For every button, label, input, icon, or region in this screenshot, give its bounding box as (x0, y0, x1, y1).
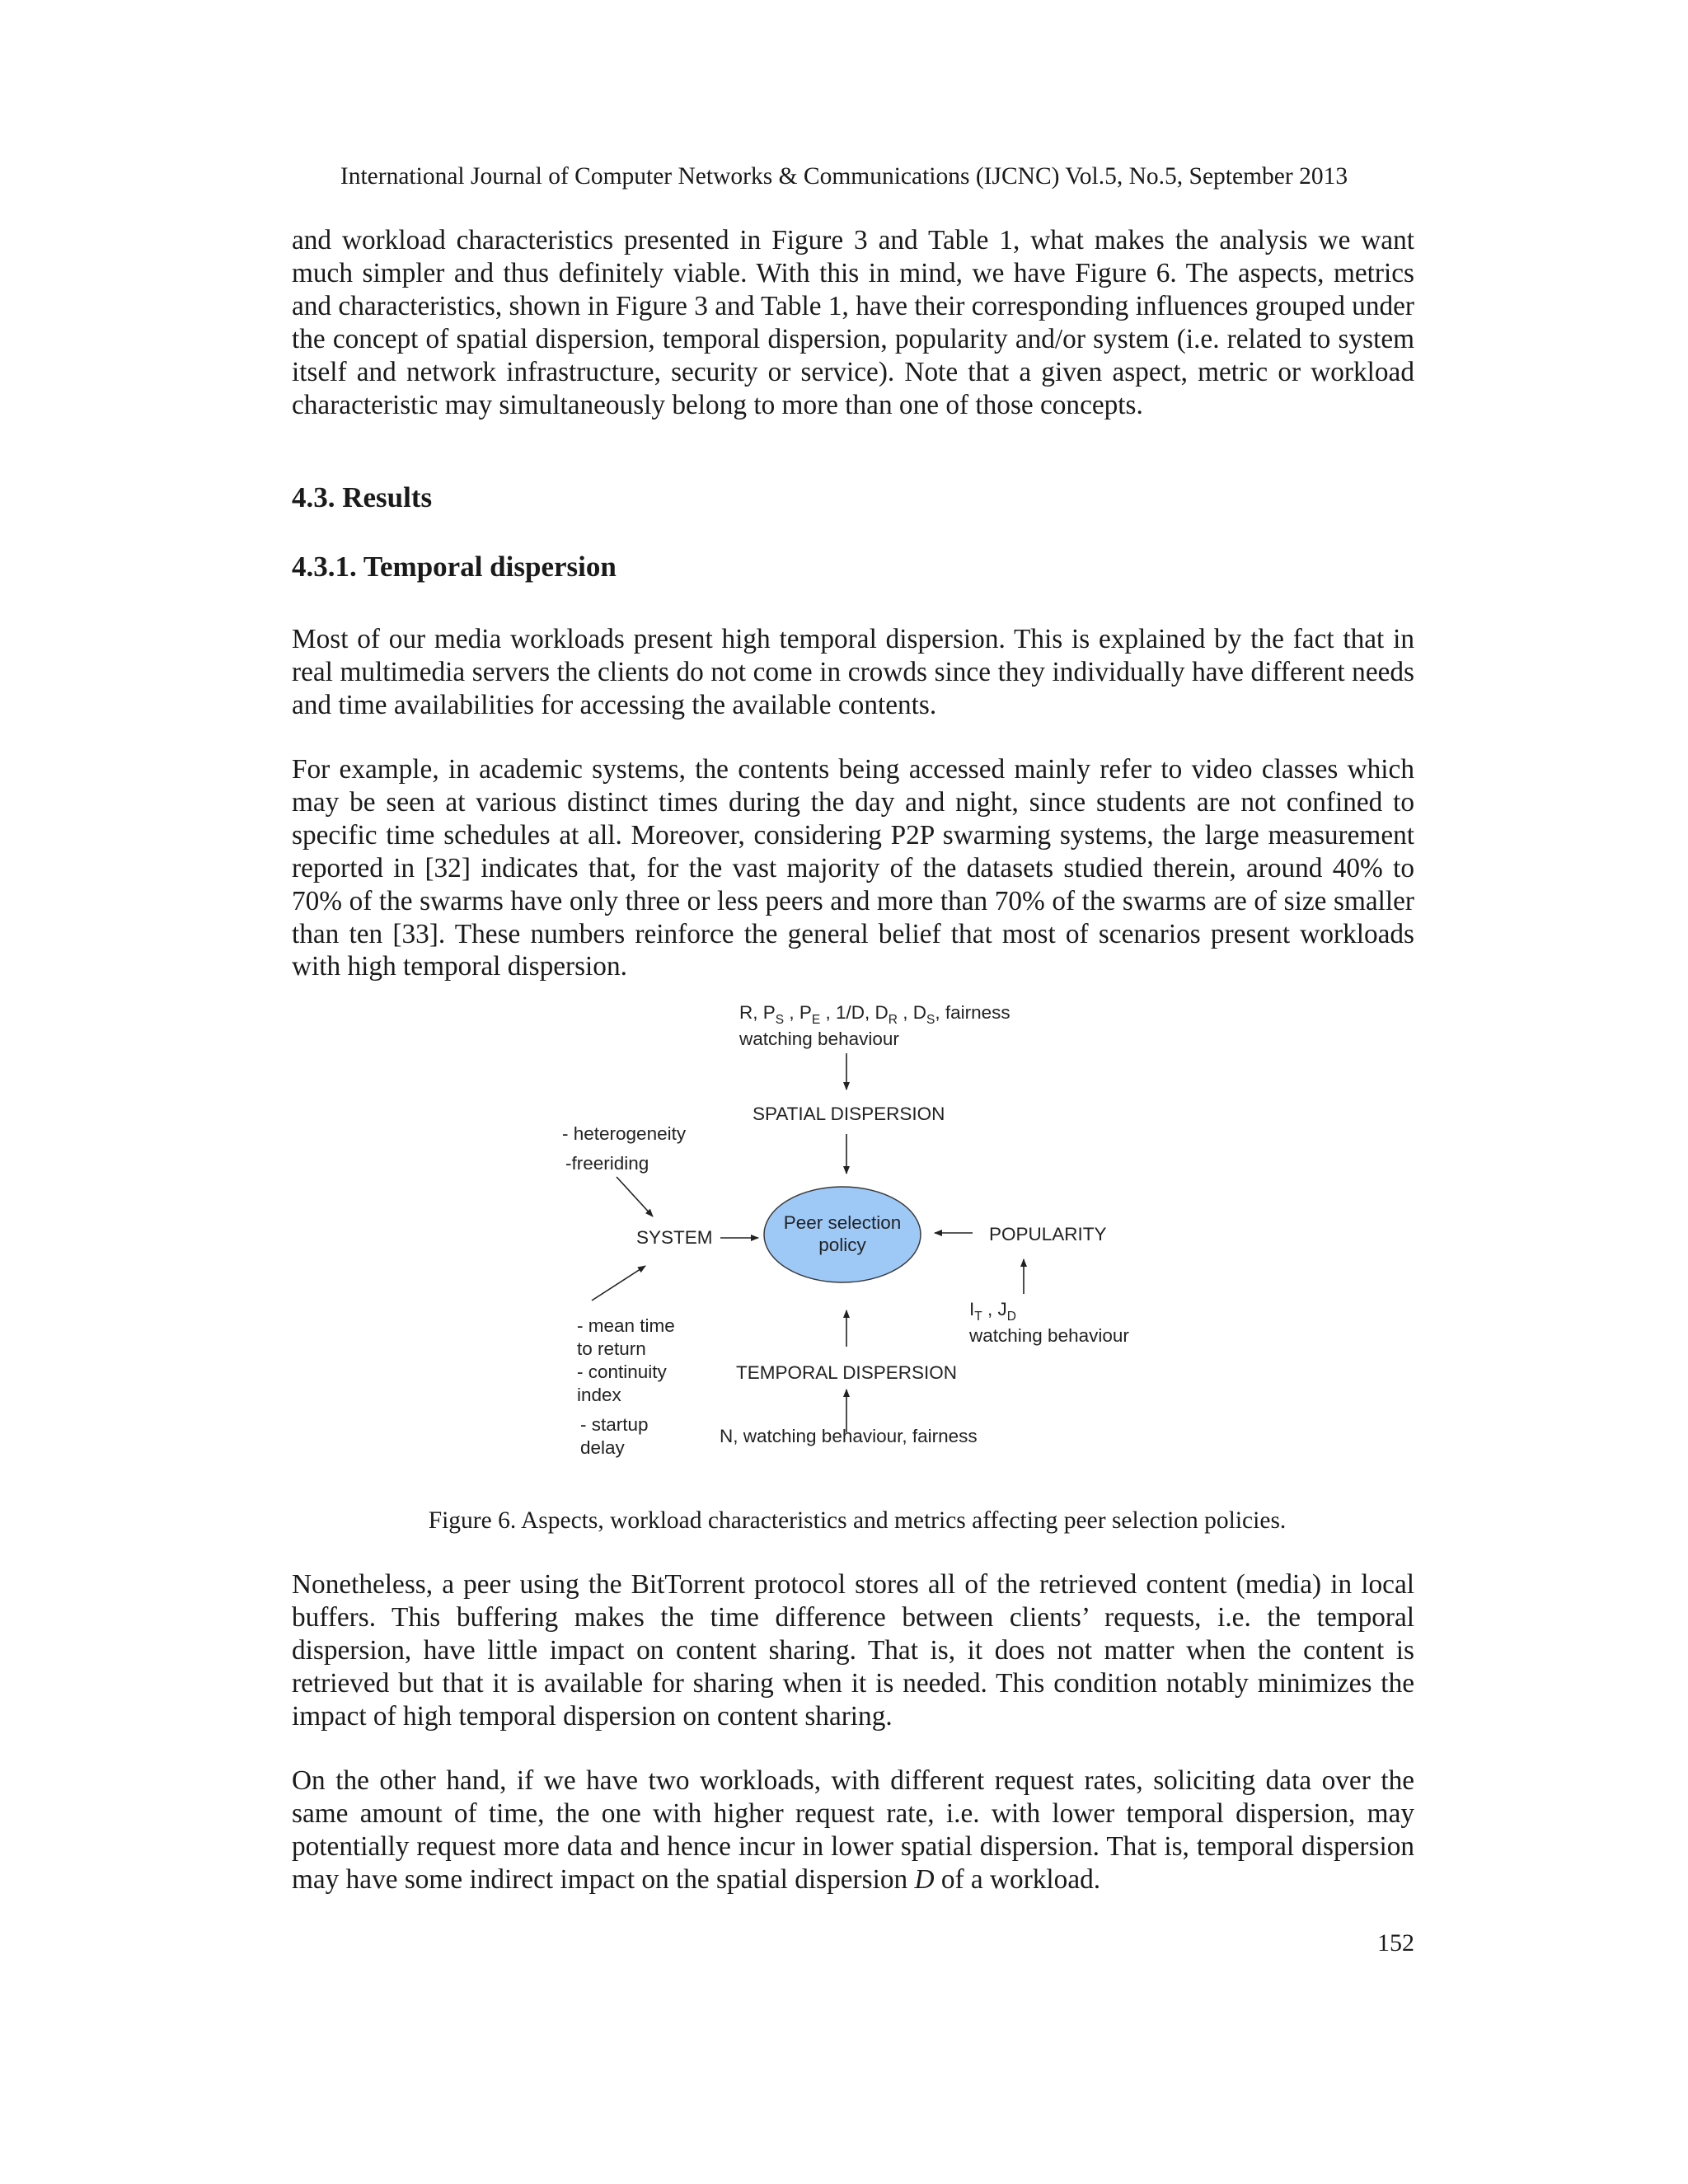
index-label: index (577, 1385, 621, 1405)
paragraph-text: For example, in academic systems, the contents being accessed mainly refer to video classes which may be seen at various distinct times during the day and night, since students are not confined to specific time schedules at all. Moreover, considering P2P swarming systems, the large measurement reported in [32] indicates that, for the vast majority of the datasets studied therein, around 40% to 70% of the swarms have only three or less peers and more than 70% of the swarms are of size smaller than ten [33]. These numbers reinforce the general belief that most of scenarios present workloads with high temporal dispersion. (292, 754, 1414, 982)
temporal-dispersion-label: TEMPORAL DISPERSION (736, 1362, 957, 1383)
arrow-qos-to-system (592, 1266, 645, 1301)
paragraph-text (292, 1765, 1414, 1896)
startup-label: - startup (580, 1414, 649, 1435)
paragraph-main: On the other hand, if we have two workloads, with different request rates, soliciting data over the same amount of time, the one with higher request rate, i.e. with lower temporal dispersion, may potentially request more data and hence incur in lower spatial dispersion. That is, temporal dispersion may have some indirect impact on the spatial dispersion (292, 1765, 1414, 1895)
freeriding-label: -freeriding (565, 1153, 649, 1174)
policy-label-line1: Peer selection (783, 1212, 902, 1233)
heterogeneity-label: - heterogeneity (562, 1123, 687, 1144)
paragraph-text: Nonetheless, a peer using the BitTorrent protocol stores all of the retrieved content (media) in local buffers. This buffering makes the time difference between clients’ requests, i.e. the temporal dispersion, have little impact on content sharing. That is, it does not matter when the content is retrieved but that it is available for sharing when it is needed. This condition notably minimizes the impact of high temporal dispersion on content sharing. (292, 1569, 1414, 1732)
heading-text: 4.3.1. Temporal dispersion (292, 551, 617, 583)
paragraph-other-hand (292, 1765, 1414, 1896)
to-return-label: to return (577, 1338, 646, 1359)
continuity-label: - continuity (577, 1361, 667, 1382)
variable-d: D (914, 1863, 935, 1895)
popularity-watching-label: watching behaviour (969, 1325, 1129, 1346)
figure-caption: Figure 6. Aspects, workload characteristics and metrics affecting peer selection policies. (428, 1507, 1287, 1534)
system-label: SYSTEM (636, 1227, 713, 1248)
paragraph-text: and workload characteristics presented in Figure 3 and Table 1, what makes the analysis we want much simpler and thus definitely viable. With this in mind, we have Figure 6. The aspects, metrics and characteristics, shown in Figure 3 and Table 1, have their corresponding influences grouped under the concept of spatial dispersion, temporal dispersion, popularity and/or system (i.e. related to system itself and network infrastructure, security or service). Note that a given aspect, metric or workload characteristic may simultaneously belong to more than one of those concepts. (292, 225, 1414, 420)
paragraph-end: of a workload. (934, 1863, 1101, 1895)
paragraph-text: Most of our media workloads present high temporal dispersion. This is explained by the fact that in real multimedia servers the clients do not come in crowds since they individually have different needs and time availabilities for accessing the available contents. (292, 624, 1414, 720)
policy-label-line2: policy (818, 1235, 866, 1255)
spatial-dispersion-label: SPATIAL DISPERSION (753, 1104, 945, 1124)
running-header: International Journal of Computer Networks & Communications (IJCNC) Vol.5, No.5, September 2013 (340, 163, 1348, 190)
paragraph-intro (292, 224, 1414, 421)
heading-text: 4.3. Results (292, 481, 433, 513)
arrow-notes-to-system (617, 1177, 653, 1216)
paragraph-example (292, 753, 1414, 983)
top-watching-label: watching behaviour (739, 1029, 899, 1049)
paragraph-temporal-intro (292, 623, 1414, 722)
section-heading (292, 481, 1414, 514)
popularity-label: POPULARITY (989, 1224, 1107, 1244)
page-number: 152 (1377, 1929, 1414, 1957)
figure-6-diagram (528, 989, 1170, 1483)
subsection-heading (292, 551, 1414, 583)
bottom-metrics-label: N, watching behaviour, fairness (720, 1426, 978, 1446)
delay-label: delay (580, 1437, 625, 1458)
mean-time-label: - mean time (577, 1315, 675, 1336)
top-metrics-label: R, $P_S$ , $P_E$ , 1/D, $D_R$ , $D_S$, fairness (739, 1002, 1010, 1027)
popularity-metrics-label: $I_T$ , $J_D$ (969, 1299, 1016, 1324)
paragraph-bittorrent (292, 1568, 1414, 1733)
